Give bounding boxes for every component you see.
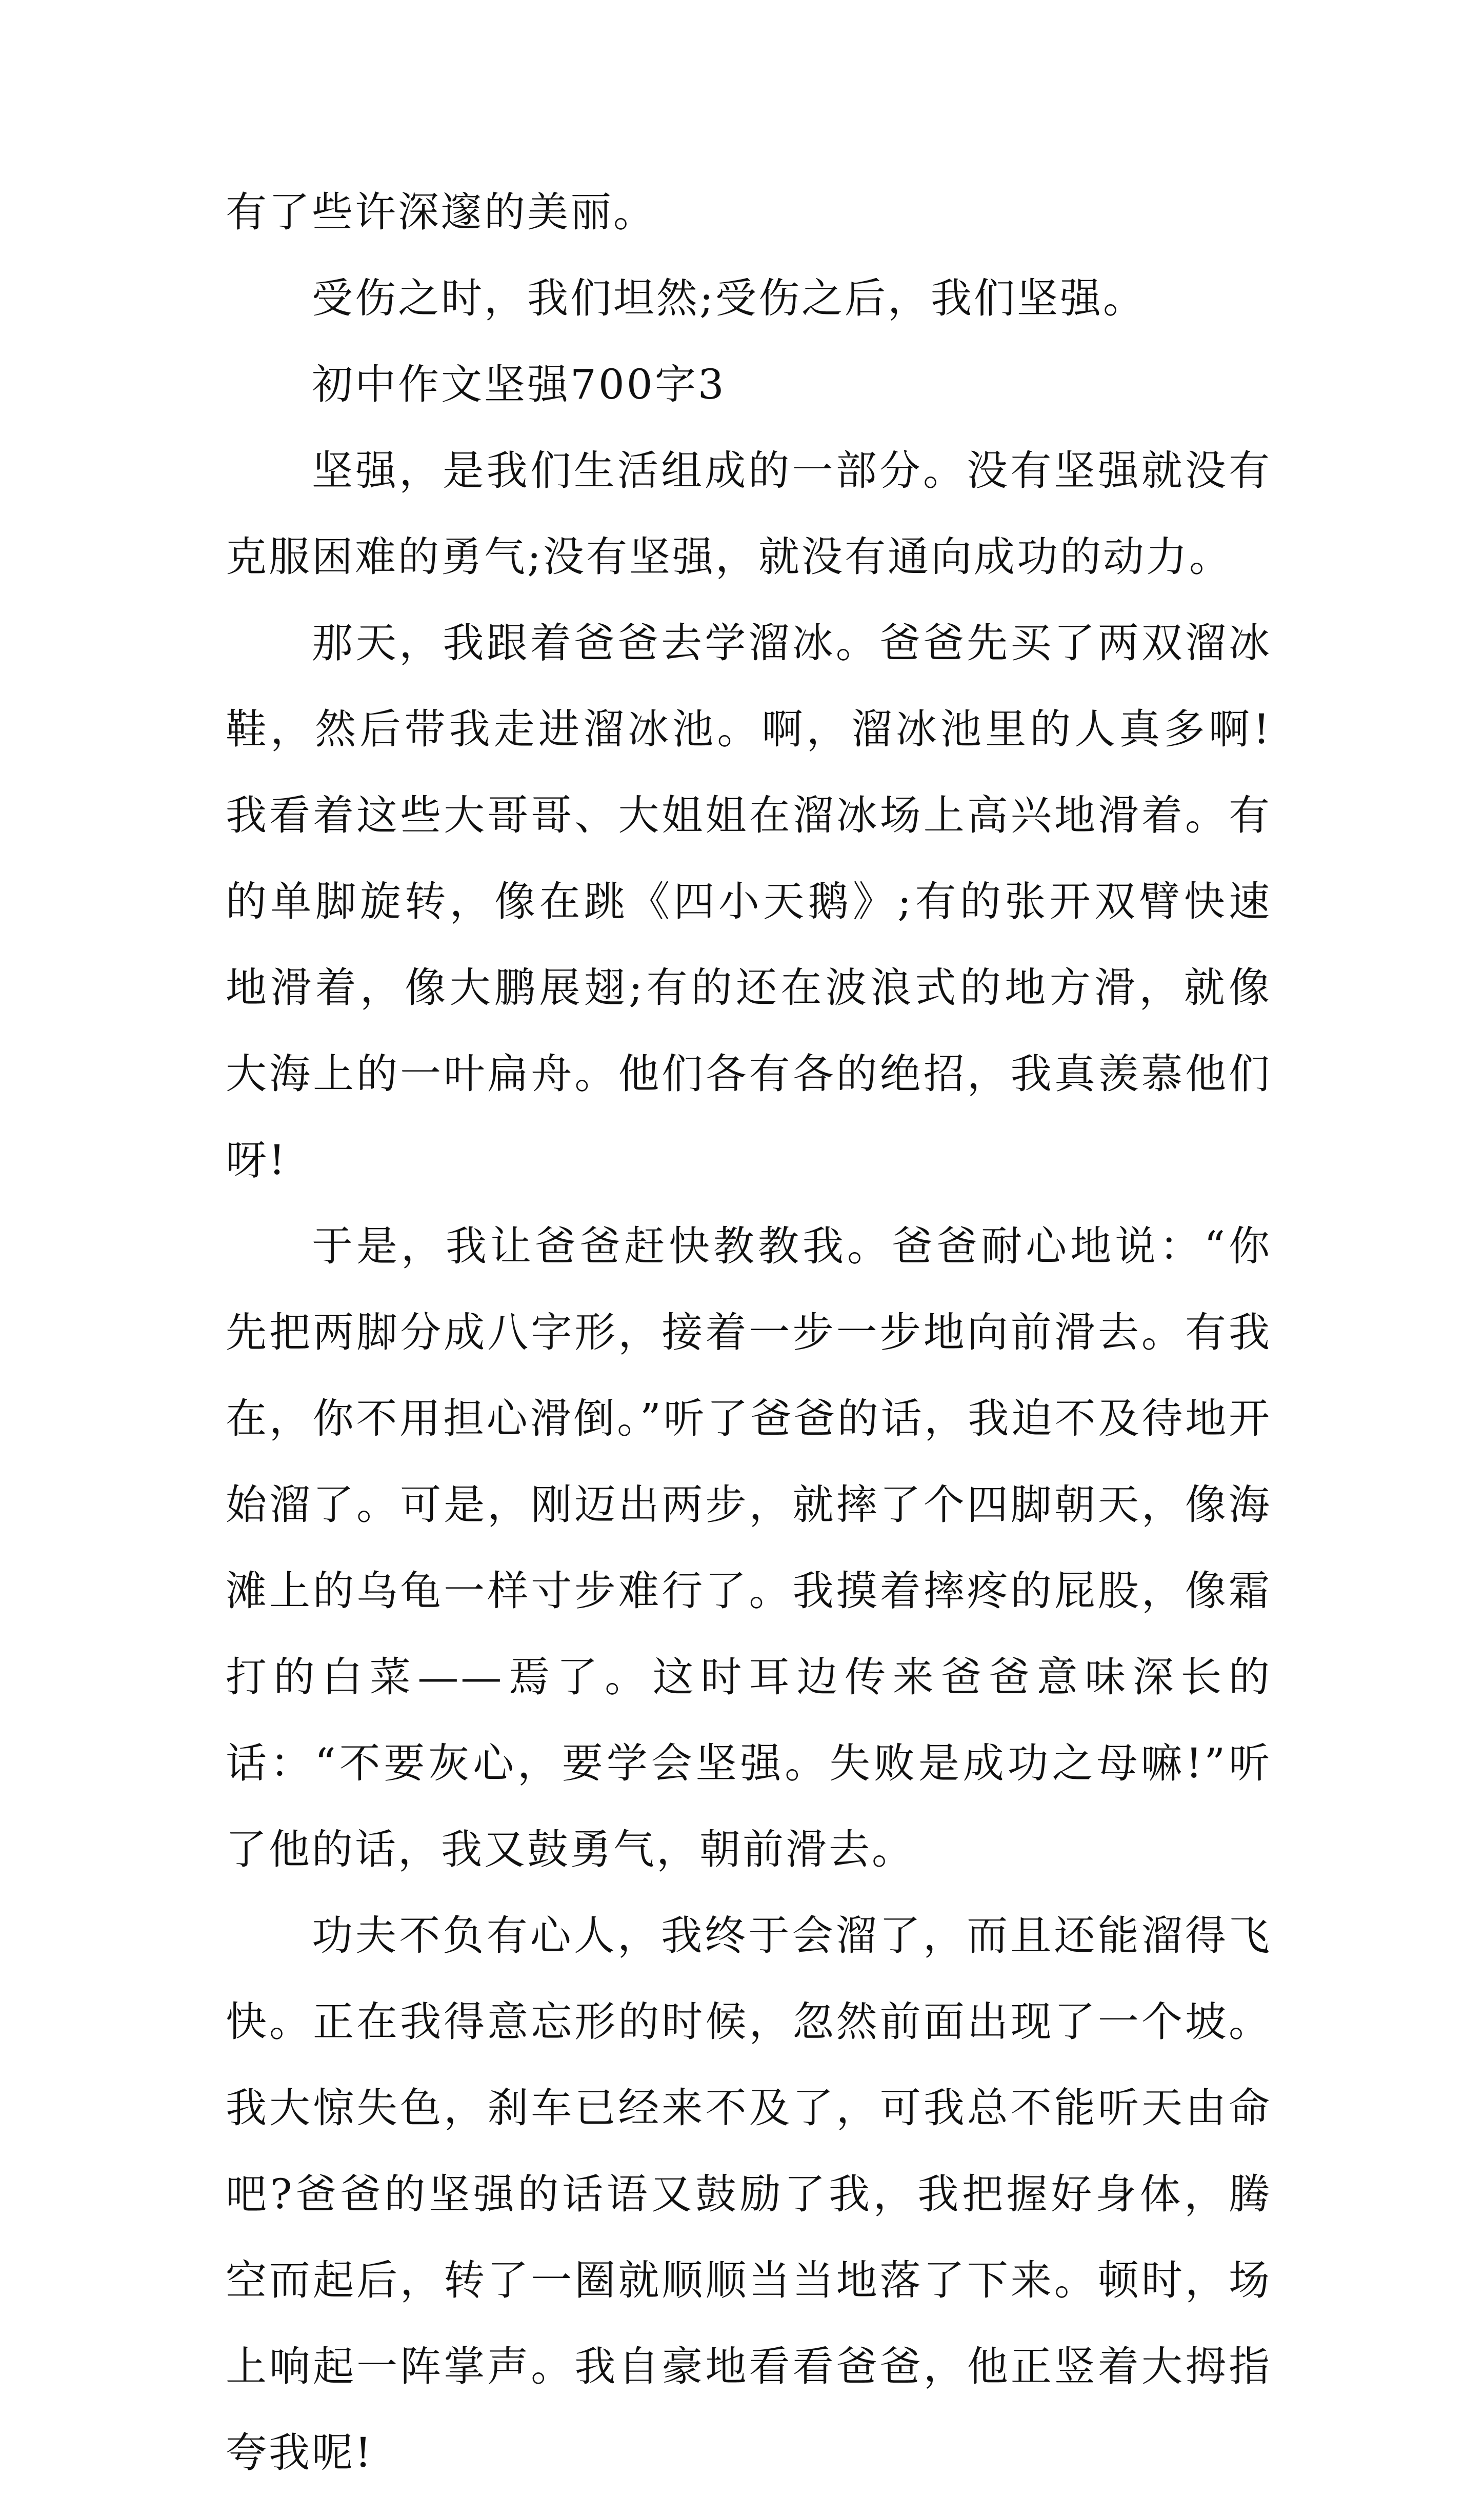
paragraph: 受伤之时，我们坦然;受伤之后，我们坚强。 xyxy=(312,274,1146,322)
paragraph: 于是，我让爸爸赶快教教我。爸爸耐心地说：“你先把两脚分成八字形，接着一步一步地向前滑去。有我在，你不用担心滑倒。”听了爸爸的话，我迫不及待地开始溜了。可是，刚迈出两步，就摔了个四脚朝天，像海滩上的乌龟一样寸步难行了。我摸着摔疼的屁股，像霜打的白菜——焉了。这时耳边传来爸爸意味深长的话：“不要灰心，要学会坚强。失败是成功之母嘛!”听了他的话，我又鼓勇气，朝前滑去。 xyxy=(226,1222,1272,1873)
paragraph: 坚强，是我们生活组成的一部分。没有坚强就没有克服困难的勇气;没有坚强，就没有通向成功的动力。 xyxy=(226,447,1272,581)
paragraph: 那天，我跟着爸爸去学溜冰。爸爸先买了两双溜冰鞋，然后带我走进溜冰池。啊，溜冰池里的人真多啊!我看着这些大哥哥、大姐姐在溜冰场上高兴地滑着。有的单脚旋转，像在跳《四小天鹅》;有的张开双臂快速地滑着，像大鹏展翅;有的还在波浪式的地方滑，就像大海上的一叶扁舟。他们各有各的绝招，我真羡慕他们呀! xyxy=(226,619,1272,1184)
section-heading: 初中作文坚强700字3 xyxy=(312,361,726,408)
paragraph: 有了些许深邃的美丽。 xyxy=(226,188,656,236)
article-body xyxy=(226,169,1272,2496)
paragraph: 功夫不负有心人，我终于会溜了，而且还能溜得飞快。正在我得意忘形的时候，忽然前面出现了一个坡。我大惊失色，刹车已经来不及了，可我总不能听天由命吧?爸爸的坚强的话语又鼓励了我，我把握好身体，腾空而起后，转了一圈就顺顺当当地落了下来。顿时，场上响起一阵掌声。我自豪地看看爸爸，他正竖着大拇指夸我呢! xyxy=(226,1912,1272,2477)
